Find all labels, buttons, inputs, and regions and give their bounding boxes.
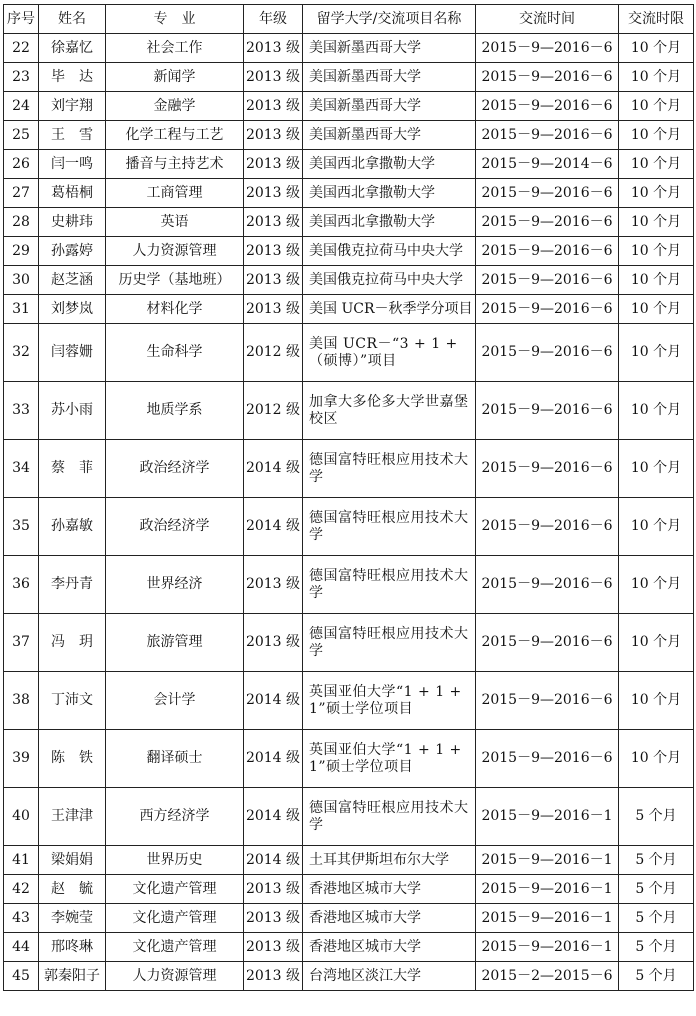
cell-period: 2015－9—2016－6: [476, 556, 619, 614]
cell-no: 45: [4, 962, 39, 991]
cell-major: 旅游管理: [106, 614, 244, 672]
cell-no: 34: [4, 440, 39, 498]
cell-university: 美国西北拿撒勒大学: [303, 179, 476, 208]
cell-university: 美国新墨西哥大学: [303, 121, 476, 150]
cell-period: 2015－9—2016－6: [476, 730, 619, 788]
cell-period: 2015－9—2016－6: [476, 179, 619, 208]
cell-university: 香港地区城市大学: [303, 904, 476, 933]
table-header-row: [4, 5, 694, 34]
cell-name: 冯 玥: [39, 614, 106, 672]
cell-university: 美国西北拿撒勒大学: [303, 208, 476, 237]
cell-name: 陈 铁: [39, 730, 106, 788]
cell-period: 2015－9—2016－6: [476, 208, 619, 237]
cell-name: 闫蓉姗: [39, 324, 106, 382]
cell-university: 德国富特旺根应用技术大学: [303, 556, 476, 614]
cell-period: 2015－9—2016－6: [476, 382, 619, 440]
cell-university: 美国新墨西哥大学: [303, 63, 476, 92]
cell-name: 毕 达: [39, 63, 106, 92]
cell-university: 美国西北拿撒勒大学: [303, 150, 476, 179]
cell-university: 美国俄克拉荷马中央大学: [303, 237, 476, 266]
cell-duration: 10 个月: [619, 34, 694, 63]
cell-period: 2015－9—2016－6: [476, 324, 619, 382]
cell-major: 生命科学: [106, 324, 244, 382]
cell-no: 23: [4, 63, 39, 92]
cell-duration: 10 个月: [619, 295, 694, 324]
cell-name: 蔡 菲: [39, 440, 106, 498]
cell-name: 史耕玮: [39, 208, 106, 237]
cell-university: 香港地区城市大学: [303, 875, 476, 904]
cell-major: 西方经济学: [106, 788, 244, 846]
cell-duration: 10 个月: [619, 382, 694, 440]
table-row: [4, 179, 694, 208]
cell-grade: 2013 级: [244, 179, 303, 208]
cell-grade: 2013 级: [244, 875, 303, 904]
cell-period: 2015－9—2016－6: [476, 614, 619, 672]
table-row: [4, 875, 694, 904]
cell-university: 德国富特旺根应用技术大学: [303, 788, 476, 846]
cell-major: 文化遗产管理: [106, 933, 244, 962]
cell-period: 2015－9—2016－6: [476, 237, 619, 266]
table-row: [4, 962, 694, 991]
header-major: 专 业: [106, 5, 244, 34]
cell-major: 金融学: [106, 92, 244, 121]
cell-no: 39: [4, 730, 39, 788]
cell-major: 会计学: [106, 672, 244, 730]
cell-period: 2015－9—2016－1: [476, 933, 619, 962]
cell-no: 44: [4, 933, 39, 962]
cell-grade: 2013 级: [244, 34, 303, 63]
cell-grade: 2013 级: [244, 266, 303, 295]
cell-period: 2015－9—2014－6: [476, 150, 619, 179]
cell-name: 邢咚琳: [39, 933, 106, 962]
table-row: [4, 556, 694, 614]
cell-no: 38: [4, 672, 39, 730]
cell-grade: 2012 级: [244, 382, 303, 440]
cell-university: 英国亚伯大学“1 + 1 + 1”硕士学位项目: [303, 672, 476, 730]
cell-duration: 10 个月: [619, 730, 694, 788]
cell-no: 30: [4, 266, 39, 295]
cell-no: 31: [4, 295, 39, 324]
cell-duration: 10 个月: [619, 150, 694, 179]
cell-no: 26: [4, 150, 39, 179]
header-no: 序号: [4, 5, 39, 34]
cell-university: 德国富特旺根应用技术大学: [303, 440, 476, 498]
cell-grade: 2013 级: [244, 92, 303, 121]
table-row: [4, 34, 694, 63]
cell-duration: 5 个月: [619, 788, 694, 846]
cell-period: 2015－9—2016－6: [476, 121, 619, 150]
cell-name: 李婉莹: [39, 904, 106, 933]
table-row: [4, 92, 694, 121]
cell-grade: 2013 级: [244, 904, 303, 933]
cell-university: 英国亚伯大学“1 + 1 + 1”硕士学位项目: [303, 730, 476, 788]
table-row: [4, 295, 694, 324]
cell-major: 政治经济学: [106, 498, 244, 556]
cell-no: 36: [4, 556, 39, 614]
cell-duration: 10 个月: [619, 121, 694, 150]
exchange-students-table: [3, 4, 694, 991]
cell-duration: 10 个月: [619, 92, 694, 121]
cell-major: 英语: [106, 208, 244, 237]
cell-name: 丁沛文: [39, 672, 106, 730]
cell-no: 27: [4, 179, 39, 208]
cell-no: 37: [4, 614, 39, 672]
cell-duration: 10 个月: [619, 324, 694, 382]
cell-major: 世界经济: [106, 556, 244, 614]
table-row: [4, 846, 694, 875]
document-page: [3, 4, 693, 991]
cell-grade: 2013 级: [244, 237, 303, 266]
cell-duration: 5 个月: [619, 846, 694, 875]
cell-duration: 10 个月: [619, 208, 694, 237]
cell-name: 葛梧桐: [39, 179, 106, 208]
cell-major: 社会工作: [106, 34, 244, 63]
cell-period: 2015－9—2016－1: [476, 875, 619, 904]
cell-major: 文化遗产管理: [106, 904, 244, 933]
cell-university: 美国 UCR－秋季学分项目: [303, 295, 476, 324]
table-row: [4, 730, 694, 788]
cell-no: 35: [4, 498, 39, 556]
cell-university: 德国富特旺根应用技术大学: [303, 498, 476, 556]
header-period: 交流时间: [476, 5, 619, 34]
cell-university: 香港地区城市大学: [303, 933, 476, 962]
cell-period: 2015－9—2016－6: [476, 92, 619, 121]
cell-major: 播音与主持艺术: [106, 150, 244, 179]
cell-major: 材料化学: [106, 295, 244, 324]
cell-duration: 10 个月: [619, 498, 694, 556]
cell-duration: 10 个月: [619, 266, 694, 295]
cell-major: 历史学（基地班）: [106, 266, 244, 295]
header-grade: 年级: [244, 5, 303, 34]
table-row: [4, 933, 694, 962]
cell-grade: 2013 级: [244, 614, 303, 672]
cell-university: 美国俄克拉荷马中央大学: [303, 266, 476, 295]
cell-major: 人力资源管理: [106, 962, 244, 991]
cell-university: 美国新墨西哥大学: [303, 34, 476, 63]
cell-duration: 10 个月: [619, 556, 694, 614]
table-row: [4, 266, 694, 295]
cell-grade: 2014 级: [244, 440, 303, 498]
cell-name: 刘宇翔: [39, 92, 106, 121]
cell-university: 台湾地区淡江大学: [303, 962, 476, 991]
cell-period: 2015－9—2016－6: [476, 63, 619, 92]
cell-name: 孙嘉敏: [39, 498, 106, 556]
cell-name: 孙露婷: [39, 237, 106, 266]
cell-university: 美国 UCR－“3 + 1 + （硕博）”项目: [303, 324, 476, 382]
cell-no: 43: [4, 904, 39, 933]
cell-name: 王 雪: [39, 121, 106, 150]
table-row: [4, 614, 694, 672]
cell-name: 徐嘉忆: [39, 34, 106, 63]
cell-name: 闫一鸣: [39, 150, 106, 179]
cell-no: 22: [4, 34, 39, 63]
table-row: [4, 121, 694, 150]
cell-no: 24: [4, 92, 39, 121]
cell-no: 41: [4, 846, 39, 875]
cell-name: 赵芝涵: [39, 266, 106, 295]
cell-duration: 10 个月: [619, 440, 694, 498]
cell-period: 2015－9—2016－6: [476, 34, 619, 63]
header-name: 姓名: [39, 5, 106, 34]
header-duration: 交流时限: [619, 5, 694, 34]
table-row: [4, 150, 694, 179]
cell-grade: 2012 级: [244, 324, 303, 382]
table-row: [4, 382, 694, 440]
table-row: [4, 672, 694, 730]
table-row: [4, 63, 694, 92]
cell-no: 25: [4, 121, 39, 150]
cell-name: 刘梦岚: [39, 295, 106, 324]
cell-major: 翻译硕士: [106, 730, 244, 788]
cell-period: 2015－9—2016－6: [476, 295, 619, 324]
cell-grade: 2014 级: [244, 730, 303, 788]
cell-period: 2015－9—2016－6: [476, 440, 619, 498]
table-row: [4, 904, 694, 933]
cell-duration: 10 个月: [619, 179, 694, 208]
cell-no: 42: [4, 875, 39, 904]
cell-university: 美国新墨西哥大学: [303, 92, 476, 121]
cell-duration: 5 个月: [619, 904, 694, 933]
cell-grade: 2013 级: [244, 556, 303, 614]
cell-no: 32: [4, 324, 39, 382]
table-row: [4, 208, 694, 237]
cell-grade: 2014 级: [244, 672, 303, 730]
cell-period: 2015－9—2016－1: [476, 846, 619, 875]
cell-name: 李丹青: [39, 556, 106, 614]
cell-duration: 10 个月: [619, 672, 694, 730]
table-body: [4, 34, 694, 991]
cell-university: 土耳其伊斯坦布尔大学: [303, 846, 476, 875]
cell-duration: 10 个月: [619, 237, 694, 266]
table-row: [4, 788, 694, 846]
cell-period: 2015－9—2016－1: [476, 788, 619, 846]
cell-grade: 2013 级: [244, 121, 303, 150]
table-row: [4, 324, 694, 382]
cell-major: 地质学系: [106, 382, 244, 440]
cell-grade: 2013 级: [244, 295, 303, 324]
cell-period: 2015－2—2015－6: [476, 962, 619, 991]
cell-major: 世界历史: [106, 846, 244, 875]
cell-major: 文化遗产管理: [106, 875, 244, 904]
cell-no: 40: [4, 788, 39, 846]
cell-grade: 2013 级: [244, 933, 303, 962]
cell-major: 化学工程与工艺: [106, 121, 244, 150]
cell-duration: 10 个月: [619, 63, 694, 92]
cell-grade: 2013 级: [244, 63, 303, 92]
cell-name: 王津津: [39, 788, 106, 846]
cell-grade: 2013 级: [244, 150, 303, 179]
cell-name: 梁娟娟: [39, 846, 106, 875]
cell-name: 苏小雨: [39, 382, 106, 440]
cell-no: 29: [4, 237, 39, 266]
cell-name: 赵 毓: [39, 875, 106, 904]
cell-major: 新闻学: [106, 63, 244, 92]
cell-major: 工商管理: [106, 179, 244, 208]
cell-grade: 2014 级: [244, 846, 303, 875]
cell-duration: 10 个月: [619, 614, 694, 672]
cell-grade: 2014 级: [244, 788, 303, 846]
cell-duration: 5 个月: [619, 875, 694, 904]
cell-university: 加拿大多伦多大学世嘉堡校区: [303, 382, 476, 440]
cell-period: 2015－9—2016－1: [476, 904, 619, 933]
cell-no: 28: [4, 208, 39, 237]
table-row: [4, 440, 694, 498]
cell-grade: 2013 级: [244, 962, 303, 991]
cell-grade: 2013 级: [244, 208, 303, 237]
cell-name: 郭秦阳子: [39, 962, 106, 991]
cell-grade: 2014 级: [244, 498, 303, 556]
cell-no: 33: [4, 382, 39, 440]
cell-period: 2015－9—2016－6: [476, 672, 619, 730]
cell-university: 德国富特旺根应用技术大学: [303, 614, 476, 672]
cell-major: 政治经济学: [106, 440, 244, 498]
cell-major: 人力资源管理: [106, 237, 244, 266]
table-row: [4, 498, 694, 556]
header-university: 留学大学/交流项目名称: [303, 5, 476, 34]
table-row: [4, 237, 694, 266]
cell-duration: 5 个月: [619, 933, 694, 962]
cell-period: 2015－9—2016－6: [476, 266, 619, 295]
cell-duration: 5 个月: [619, 962, 694, 991]
cell-period: 2015－9—2016－6: [476, 498, 619, 556]
